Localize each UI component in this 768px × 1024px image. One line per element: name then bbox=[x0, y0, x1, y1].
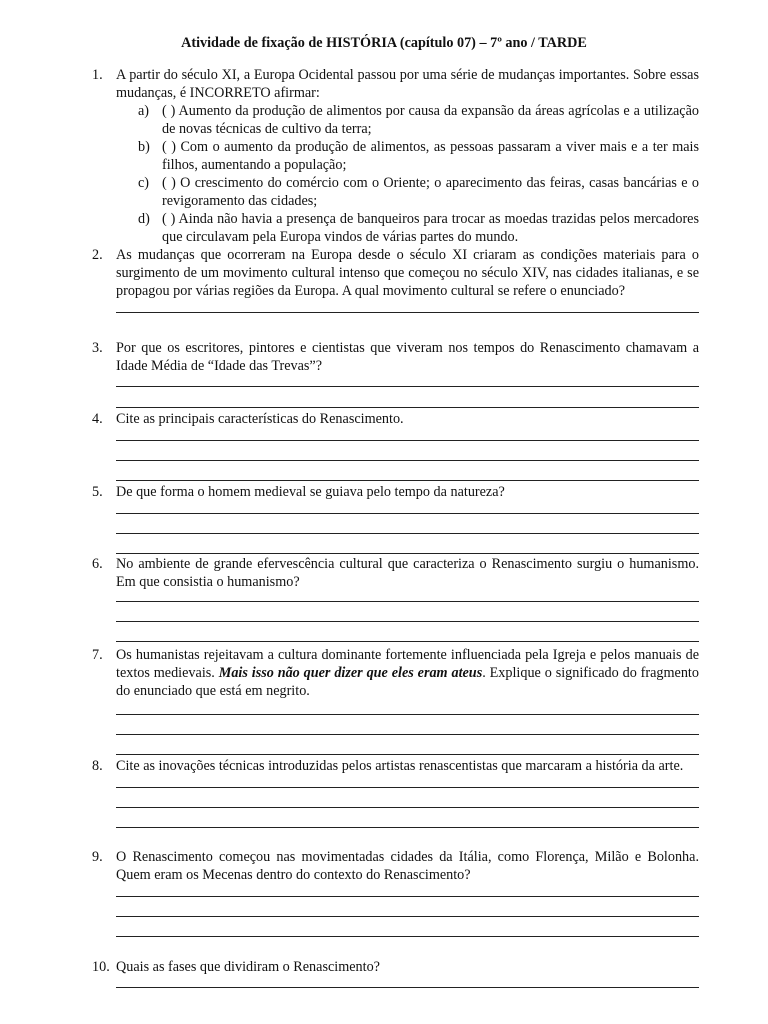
question-number: 5. bbox=[92, 484, 103, 500]
question-6 bbox=[92, 555, 699, 642]
answer-line[interactable] bbox=[116, 601, 699, 602]
option-a bbox=[116, 102, 699, 138]
answer-line[interactable] bbox=[116, 480, 699, 481]
question-number: 6. bbox=[92, 556, 103, 572]
question-9 bbox=[92, 848, 699, 937]
option-c bbox=[116, 174, 699, 210]
answer-line[interactable] bbox=[116, 936, 699, 937]
option-d bbox=[116, 210, 699, 246]
question-text: Cite as inovações técnicas introduzidas pelos artistas renascentistas que marcaram a história da arte. bbox=[116, 758, 684, 774]
option-letter: d) bbox=[138, 211, 150, 227]
question-number: 2. bbox=[92, 247, 103, 263]
question-number: 7. bbox=[92, 647, 103, 663]
question-text: Cite as principais características do Renascimento. bbox=[116, 411, 404, 427]
question-number: 3. bbox=[92, 340, 103, 356]
answer-line[interactable] bbox=[116, 787, 699, 788]
question-text: De que forma o homem medieval se guiava pelo tempo da natureza? bbox=[116, 484, 505, 500]
option-letter: c) bbox=[138, 175, 150, 191]
bold-fragment: Mais isso não quer dizer que eles eram ateus bbox=[218, 665, 483, 681]
question-text-part: Os humanistas rejeitavam a cultura dominante fortemente influenciada pela Igreja e pelos manuais de textos medievais. bbox=[116, 647, 699, 681]
answer-line[interactable] bbox=[116, 386, 699, 387]
question-text: A partir do século XI, a Europa Ocidental passou por uma série de mudanças importantes. Sobre essas mudanças, é INCORRETO afirmar: bbox=[116, 67, 699, 101]
question-1 bbox=[92, 66, 699, 246]
option-text: ( ) Aumento da produção de alimentos por causa da expansão da áreas agrícolas e a utilização de novas técnicas de cultivo da terra; bbox=[162, 103, 699, 137]
question-5 bbox=[92, 483, 699, 554]
question-text: Por que os escritores, pintores e cientistas que viveram nos tempos do Renascimento chamavam a Idade Média de “Idade das Trevas”? bbox=[116, 340, 699, 374]
answer-line[interactable] bbox=[116, 807, 699, 808]
question-text: As mudanças que ocorreram na Europa desde o século XI criaram as condições materiais para o surgimento de um movimento cultural intenso que começou no século XIV, nas cidades italianas, e se propagou por várias regiões da Europa. A qual movimento cultural se refere o enunciado? bbox=[116, 247, 699, 299]
question-10 bbox=[92, 958, 699, 988]
question-number: 9. bbox=[92, 849, 103, 865]
answer-line[interactable] bbox=[116, 312, 699, 313]
option-b bbox=[116, 138, 699, 174]
question-2 bbox=[92, 246, 699, 313]
question-text: No ambiente de grande efervescência cultural que caracteriza o Renascimento surgiu o humanismo. Em que consistia o humanismo? bbox=[116, 556, 699, 590]
answer-line[interactable] bbox=[116, 754, 699, 755]
question-number: 8. bbox=[92, 758, 103, 774]
answer-line[interactable] bbox=[116, 621, 699, 622]
option-text: ( ) Com o aumento da produção de alimentos, as pessoas passaram a viver mais e a ter mais filhos, aumentando a população; bbox=[162, 139, 699, 173]
question-text bbox=[116, 646, 699, 700]
option-letter: b) bbox=[138, 139, 150, 155]
answer-line[interactable] bbox=[116, 553, 699, 554]
question-3 bbox=[92, 339, 699, 408]
answer-line[interactable] bbox=[116, 533, 699, 534]
answer-line[interactable] bbox=[116, 440, 699, 441]
option-letter: a) bbox=[138, 103, 150, 119]
question-number: 4. bbox=[92, 411, 103, 427]
question-text: O Renascimento começou nas movimentadas cidades da Itália, como Florença, Milão e Bolonha. Quem eram os Mecenas dentro do contexto do Renascimento? bbox=[116, 849, 699, 883]
question-text: Quais as fases que dividiram o Renascimento? bbox=[116, 959, 380, 975]
options-list bbox=[92, 102, 699, 246]
answer-line[interactable] bbox=[116, 513, 699, 514]
question-8 bbox=[92, 757, 699, 828]
answer-line[interactable] bbox=[116, 987, 699, 988]
worksheet-title: Atividade de fixação de HISTÓRIA (capítulo 07) – 7º ano / TARDE bbox=[181, 35, 587, 51]
answer-line[interactable] bbox=[116, 896, 699, 897]
question-4 bbox=[92, 410, 699, 481]
option-text: ( ) Ainda não havia a presença de banqueiros para trocar as moedas trazidas pelos mercadores que circulavam pela Europa vindos de várias partes do mundo. bbox=[162, 211, 699, 245]
answer-line[interactable] bbox=[116, 641, 699, 642]
question-number: 10. bbox=[92, 959, 110, 975]
answer-line[interactable] bbox=[116, 714, 699, 715]
question-7 bbox=[92, 646, 699, 755]
question-number: 1. bbox=[92, 67, 103, 83]
option-text: ( ) O crescimento do comércio com o Oriente; o aparecimento das feiras, casas bancárias e o revigoramento das cidades; bbox=[162, 175, 699, 209]
answer-line[interactable] bbox=[116, 827, 699, 828]
question-text-part: . Explique o significado do fragmento do enunciado que está em negrito. bbox=[116, 665, 699, 699]
answer-line[interactable] bbox=[116, 916, 699, 917]
answer-line[interactable] bbox=[116, 460, 699, 461]
answer-line[interactable] bbox=[116, 734, 699, 735]
answer-line[interactable] bbox=[116, 407, 699, 408]
